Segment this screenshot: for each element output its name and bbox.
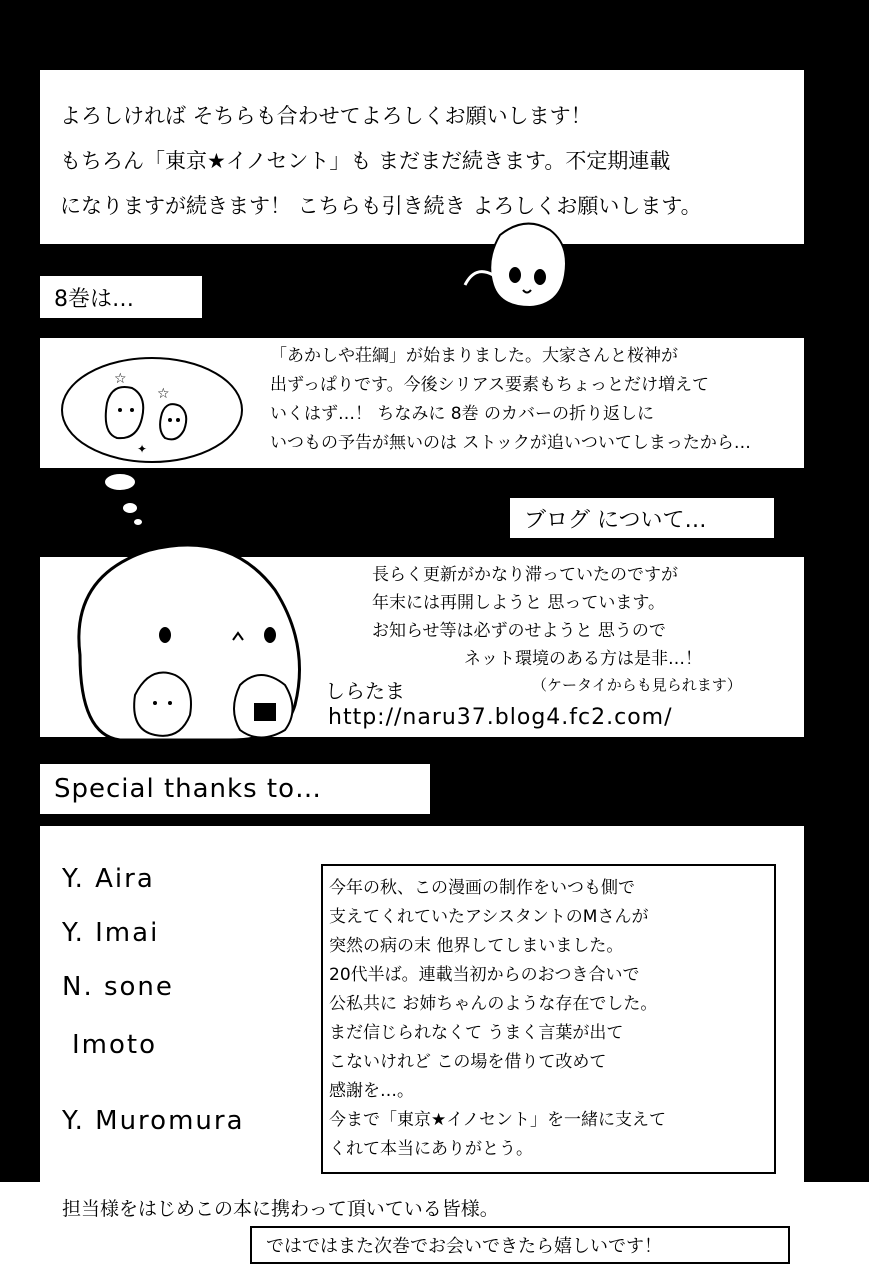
memorial-line: 支えてくれていたアシスタントのMさんが: [329, 907, 649, 927]
blog-heading-text: ブログ について…: [524, 507, 707, 533]
memorial-line: くれて本当にありがとう。: [329, 1139, 533, 1159]
svg-text:✦: ✦: [137, 442, 148, 456]
memorial-line: 今まで「東京★イノセント」を一緒に支えて: [329, 1110, 667, 1130]
blog-name: しらたま: [325, 679, 405, 703]
vol8-line: 出ずっぱりです。今後シリアス要素もちょっとだけ増えて: [270, 375, 709, 395]
thanks-name: Y. Aira: [62, 864, 155, 894]
thought-bubble-illustration: [52, 348, 252, 468]
vol8-line: いくはず…！ ちなみに 8巻 のカバーの折り返しに: [270, 404, 655, 424]
blog-line: 年末には再開しようと 思っています。: [372, 593, 666, 613]
memorial-line: 公私共に お姉ちゃんのような存在でした。: [329, 994, 658, 1014]
closing-box: [250, 1226, 790, 1264]
vol8-panel: [40, 338, 804, 468]
top-note-panel: [40, 70, 804, 244]
memorial-line: 20代半ば。連載当初からのおつき合いで: [329, 965, 640, 985]
ghost-mascot-illustration: [455, 215, 585, 315]
memorial-note-box: [321, 864, 776, 1174]
blog-url-link[interactable]: http://naru37.blog4.fc2.com/: [328, 705, 673, 730]
thanks-name: N. sone: [62, 972, 174, 1002]
svg-text:☆: ☆: [114, 371, 127, 387]
thanks-heading-text: Special thanks to…: [54, 774, 322, 804]
thought-bubble-dots: [100, 470, 160, 530]
vol8-heading-text: 8巻は…: [54, 286, 134, 312]
thanks-name: Y. Muromura: [62, 1106, 245, 1136]
memorial-line: こないけれど この場を借りて改めて: [329, 1052, 607, 1072]
blog-line: ネット環境のある方は是非…！: [464, 649, 702, 669]
svg-text:☆: ☆: [157, 386, 170, 402]
closing-line: ではではまた次巻でお会いできたら嬉しいです！: [266, 1236, 662, 1257]
memorial-line: 感謝を…。: [329, 1081, 414, 1101]
vol8-line: 「あかしや荘綱」が始まりました。大家さんと桜神が: [270, 346, 678, 366]
bottom-panel: [0, 1182, 869, 1282]
blog-line: 長らく更新がかなり滞っていたのですが: [372, 565, 678, 585]
vol8-heading: [40, 276, 202, 318]
editor-thanks-line: 担当様をはじめこの本に携わって頂いている皆様。: [62, 1198, 499, 1220]
blog-line: （ケータイからも見られます）: [532, 676, 742, 694]
memorial-line: 突然の病の末 他界してしまいました。: [329, 936, 624, 956]
top-note-line: よろしければ そちらも合わせてよろしくお願いします！: [60, 104, 592, 128]
blog-heading: [510, 498, 774, 538]
top-note-line: もちろん「東京★イノセント」も まだまだ続きます。不定期連載: [60, 149, 671, 173]
blog-line: お知らせ等は必ずのせようと 思うので: [372, 621, 666, 641]
top-note-line: になりますが続きます！ こちらも引き続き よろしくお願いします。: [60, 194, 702, 218]
thanks-name: Y. Imai: [62, 918, 160, 948]
memorial-line: 今年の秋、この漫画の制作をいつも側で: [329, 878, 635, 898]
thanks-heading: [40, 764, 430, 814]
thanks-name: Imoto: [72, 1030, 158, 1060]
thanks-panel: [40, 826, 804, 1182]
shiratama-mascot-illustration: [60, 535, 320, 750]
memorial-line: まだ信じられなくて うまく言葉が出て: [329, 1023, 624, 1043]
vol8-line: いつもの予告が無いのは ストックが追いついてしまったから…: [270, 433, 751, 453]
